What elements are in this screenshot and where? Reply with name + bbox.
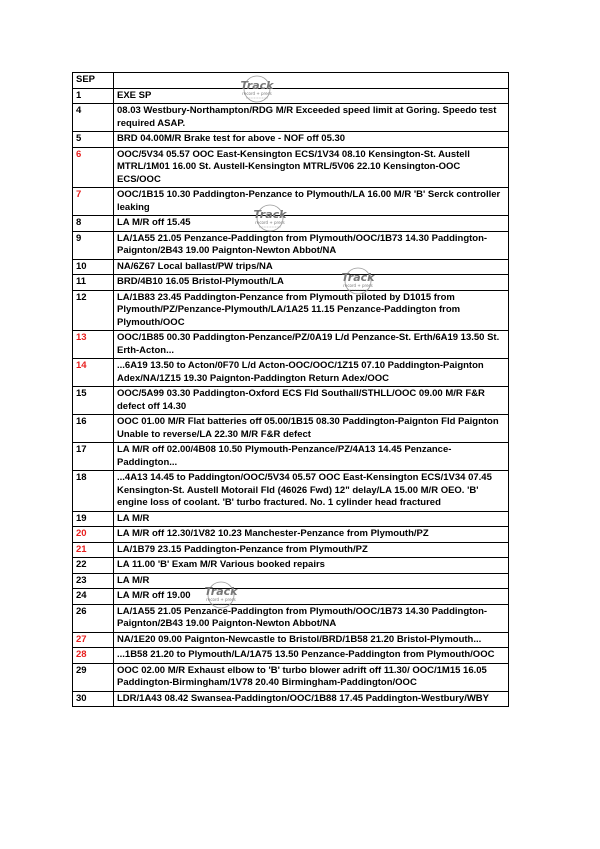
entry-cell: 08.03 Westbury-Northampton/RDG M/R Exceeded speed limit at Goring. Speedo test required ASAP. — [114, 104, 509, 132]
table-row — [73, 573, 509, 589]
entry-cell: EXE SP — [114, 88, 509, 104]
entry-cell: NA/1E20 09.00 Paignton-Newcastle to Bristol/BRD/1B58 21.20 Bristol-Plymouth... — [114, 632, 509, 648]
table-row — [73, 259, 509, 275]
day-cell: 27 — [73, 632, 114, 648]
table-row — [73, 511, 509, 527]
table-row — [73, 527, 509, 543]
table-row — [73, 691, 509, 707]
entry-cell: LA/1B83 23.45 Paddington-Penzance from Plymouth piloted by D1015 from Plymouth/PZ/Penzance-Plymouth/LA/1A25 11.15 Penzance-Paddington from Plymouth/OOC — [114, 290, 509, 331]
month-cell: SEP — [73, 73, 114, 89]
entry-cell: OOC/5V34 05.57 OOC East-Kensington ECS/1V34 08.10 Kensington-St. Austell MTRL/1M01 16.00 St. Austell-Kensington MTRL/5V06 22.10 Kensington-OOC ECS/OOC — [114, 147, 509, 188]
entry-cell: OOC/1B85 00.30 Paddington-Penzance/PZ/0A19 L/d Penzance-St. Erth/6A19 13.50 St. Erth-Acton... — [114, 331, 509, 359]
day-cell: 1 — [73, 88, 114, 104]
day-cell: 11 — [73, 275, 114, 291]
table-row — [73, 558, 509, 574]
table-row — [73, 542, 509, 558]
svg-text:record + press: record + press — [242, 91, 272, 96]
table-row — [73, 231, 509, 259]
day-cell: 6 — [73, 147, 114, 188]
day-cell: 28 — [73, 648, 114, 664]
day-cell: 19 — [73, 511, 114, 527]
day-cell: 30 — [73, 691, 114, 707]
entry-cell: NA/6Z67 Local ballast/PW trips/NA — [114, 259, 509, 275]
entry-cell: LA M/R — [114, 511, 509, 527]
day-cell: 29 — [73, 663, 114, 691]
svg-text:Track: Track — [341, 271, 375, 284]
table-row — [73, 648, 509, 664]
day-cell: 10 — [73, 259, 114, 275]
entry-cell: LA/1A55 21.05 Penzance-Paddington from Plymouth/OOC/1B73 14.30 Paddington-Paignton/2B43 19.00 Paignton-Newton Abbot/NA — [114, 604, 509, 632]
table-row — [73, 663, 509, 691]
entry-cell: ...6A19 13.50 to Acton/0F70 L/d Acton-OOC/OOC/1Z15 07.10 Paddington-Paignton Adex/NA/1Z15 19.30 Paignton-Paddington Return Adex/OOC — [114, 359, 509, 387]
svg-text:record + press: record + press — [206, 597, 236, 602]
entry-cell: LDR/1A43 08.42 Swansea-Paddington/OOC/1B88 17.45 Paddington-Westbury/WBY — [114, 691, 509, 707]
day-cell: 22 — [73, 558, 114, 574]
svg-text:record + press: record + press — [343, 283, 373, 288]
header-row — [73, 73, 509, 89]
day-cell: 26 — [73, 604, 114, 632]
table-row — [73, 147, 509, 188]
day-cell: 15 — [73, 387, 114, 415]
entry-cell: LA M/R off 12.30/1V82 10.23 Manchester-Penzance from Plymouth/PZ — [114, 527, 509, 543]
entry-cell: LA M/R off 15.45 — [114, 216, 509, 232]
table-row — [73, 604, 509, 632]
table-row — [73, 632, 509, 648]
day-cell: 23 — [73, 573, 114, 589]
table-row — [73, 443, 509, 471]
day-cell: 4 — [73, 104, 114, 132]
table-row — [73, 471, 509, 512]
day-cell: 9 — [73, 231, 114, 259]
entry-cell: LA 11.00 'B' Exam M/R Various booked repairs — [114, 558, 509, 574]
table-row — [73, 275, 509, 291]
day-cell: 20 — [73, 527, 114, 543]
table-row — [73, 589, 509, 605]
entry-cell: BRD/4B10 16.05 Bristol-Plymouth/LA — [114, 275, 509, 291]
table-row — [73, 188, 509, 216]
day-cell: 14 — [73, 359, 114, 387]
day-cell: 18 — [73, 471, 114, 512]
svg-text:Track: Track — [240, 79, 274, 92]
table-row — [73, 290, 509, 331]
entry-cell: OOC 01.00 M/R Flat batteries off 05.00/1B15 08.30 Paddington-Paignton Fld Paignton Unable to reverse/LA 22.30 M/R F&R defect — [114, 415, 509, 443]
day-cell: 8 — [73, 216, 114, 232]
day-cell: 21 — [73, 542, 114, 558]
day-cell: 7 — [73, 188, 114, 216]
entry-cell: LA M/R off 19.00 — [114, 589, 509, 605]
table-row — [73, 88, 509, 104]
day-cell: 5 — [73, 132, 114, 148]
entry-cell: BRD 04.00M/R Brake test for above - NOF off 05.30 — [114, 132, 509, 148]
entry-cell: OOC/1B15 10.30 Paddington-Penzance to Plymouth/LA 16.00 M/R 'B' Serck controller leaking — [114, 188, 509, 216]
table-row — [73, 387, 509, 415]
day-cell: 13 — [73, 331, 114, 359]
entry-cell: OOC 02.00 M/R Exhaust elbow to 'B' turbo blower adrift off 11.30/ OOC/1M15 16.05 Paddington-Birmingham/1V78 20.40 Birmingham-Paddington/OOC — [114, 663, 509, 691]
svg-text:record + press: record + press — [255, 220, 285, 225]
entry-cell: ...1B58 21.20 to Plymouth/LA/1A75 13.50 Penzance-Paddington from Plymouth/OOC — [114, 648, 509, 664]
log-table — [72, 72, 509, 707]
entry-cell: OOC/5A99 03.30 Paddington-Oxford ECS Fld Southall/STHLL/OOC 09.00 M/R F&R defect off 14.30 — [114, 387, 509, 415]
day-cell: 12 — [73, 290, 114, 331]
table-row — [73, 415, 509, 443]
header-entry-cell — [114, 73, 509, 89]
entry-cell: LA/1B79 23.15 Paddington-Penzance from Plymouth/PZ — [114, 542, 509, 558]
table-row — [73, 331, 509, 359]
day-cell: 17 — [73, 443, 114, 471]
entry-cell: ...4A13 14.45 to Paddington/OOC/5V34 05.57 OOC East-Kensington ECS/1V34 07.45 Kensington-St. Austell Motorail Fld (46026 Fwd) 12" delay/LA 15.00 M/R OEO. 'B' engine loss of coolant. 'B' turbo fractured. No. 1 cylinder head fractured — [114, 471, 509, 512]
table-row — [73, 359, 509, 387]
table-row — [73, 104, 509, 132]
table-row — [73, 216, 509, 232]
entry-cell: LA/1A55 21.05 Penzance-Paddington from Plymouth/OOC/1B73 14.30 Paddington-Paignton/2B43 19.00 Paignton-Newton Abbot/NA — [114, 231, 509, 259]
entry-cell: LA M/R off 02.00/4B08 10.50 Plymouth-Penzance/PZ/4A13 14.45 Penzance-Paddington... — [114, 443, 509, 471]
svg-text:Track: Track — [204, 585, 238, 598]
day-cell: 16 — [73, 415, 114, 443]
entry-cell: LA M/R — [114, 573, 509, 589]
log-table-body — [73, 73, 509, 707]
svg-text:Track: Track — [253, 208, 287, 221]
table-row — [73, 132, 509, 148]
day-cell: 24 — [73, 589, 114, 605]
